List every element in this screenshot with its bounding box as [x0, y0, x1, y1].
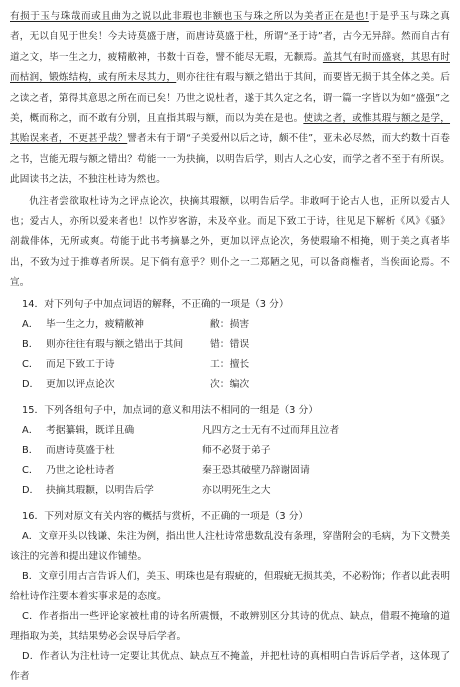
underlined-sentence: 盖其气有时而盛衰，其思有时而枯润，锻炼结构，或有所未尽其力， [10, 51, 450, 84]
question-16-option-a: A．文章开头以钱谦、朱注为例，指出世人注杜诗常患数乱没有条理，穿凿附会的毛病，为下文赞美该注的完善和提出建议作铺垫。 [10, 530, 451, 562]
question-16-option-d: D．作者认为注杜诗一定要让其优点、缺点互不掩盖，并把杜诗的真相明白告诉后学者，这体现了作者 [10, 650, 451, 682]
question-14-option-b: B． 则亦往往有瑕与额之错出于其间 错：错误 [22, 338, 250, 350]
question-16-option-b: B．文章引用古言告诉人们，美玉、明珠也是有瑕疵的，但瑕疵无损其美，不必粉饰；作者以此表明给杜诗作注要本着实事求是的态度。 [10, 570, 450, 602]
passage [10, 7, 450, 294]
question-16-option-c: C．作者指出一些评论家被杜甫的诗名所震慑，不敢辨别区分其诗的优点、缺点，借瑕不掩瑜的道理指取为美，其结果势必会误导后学者。 [10, 610, 451, 642]
question-15-option-a: A． 考据纂辑，既详且确 凡四方之士无有不过而拜且泣者 [22, 424, 340, 436]
passage-paragraph-1: 有损于玉与珠哉而或且曲为之说以此非瑕也非额也玉与珠之所以为美者正在是也!于是乎玉与珠之真者，无以自见于世矣！今夫诗莫盛于唐，而唐诗莫盛于杜，所谓“圣于诗”者，古今无异辞。然而自古有道之文，毕一生之力，疲精敝神，书数十百卷，譬不能尽无瑕，无颣焉。盖其气有时而盛衰，其思有时而枯润，锻炼结构，或有所未尽其力，则亦往往有瑕与额之错出于其间，而要皆无损于其全体之美。后之读之者，第得其意思之所在而已矣！乃世之说杜者，遂于其久定之名，谓一篇一字皆以为如“盛强”之美，概而称之，而不敢有分别，且直指其瑕与额，而以为美在是也。使读之者，或惟其瑕与额之是学，其贻误来者，不更甚乎哉？譬者未有于谓“子美爱州以后之诗，颇不佳”，亚未必尽然，而大约数十百卷之书，岂能无瑕与额之错出？苟能一一为抉摘，以明告后学，则古人之心安，而学之者不至于有所误。此固读书之法，不独注杜诗为然也。 [10, 11, 451, 186]
question-14-stem: 14．对下列句子中加点词语的解释，不正确的一项是（3 分） [22, 298, 289, 310]
question-14-option-a: A． 毕一生之力，疲精敝神 敝：损害 [22, 318, 250, 330]
question-14-option-d: D． 更加以评点论次 次：编次 [22, 378, 250, 390]
underlined-sentence: 使读之者，或惟其瑕与额之是学，其贻误来者，不更甚乎哉？ [10, 113, 451, 145]
question-15-option-b: B． 而唐诗莫盛于杜 师不必贤于弟子 [22, 444, 271, 456]
question-15-option-d: D． 抉摘其瑕颣，以明告后学 亦以明死生之大 [22, 484, 271, 496]
question-14-option-c: C． 而足下致工于诗 工：擅长 [22, 358, 250, 370]
question-15-option-c: C． 乃世之论杜诗者 秦王恐其破壁乃辞谢固请 [22, 464, 310, 476]
question-16-stem: 16．下列对原文有关内容的概括与赏析，不正确的一项是（3 分） [22, 510, 309, 522]
questions-section [10, 295, 450, 687]
underlined-sentence: 有损于玉与珠哉而或且曲为之说以此非瑕也非额也玉与珠之所以为美者正在是也! [10, 11, 369, 22]
question-15-stem: 15．下列各组句子中，加点词的意义和用法不相同的一组是（3 分） [22, 404, 319, 416]
passage-paragraph-2: 仇注者尝欲取杜诗为之评点论次，抉摘其瑕额，以明告后学。非敢呵于论古人也，正所以爱古人也；爱古人，亦所以爱来者也！以怍岁客游，未及卒业。而足下致工于诗，往见足下解析《风》《骚》剖裁俳体，无所或爽。苟能于此书考摘暴之外，更加以评点论次，务使瑕瑜不相掩，则于美之真者毕出，不致为过于推尊者所误。足下倘有意乎？则仆之一二郑陋之见，可以备商権者，当俟面论焉。不宣。 [10, 195, 450, 289]
